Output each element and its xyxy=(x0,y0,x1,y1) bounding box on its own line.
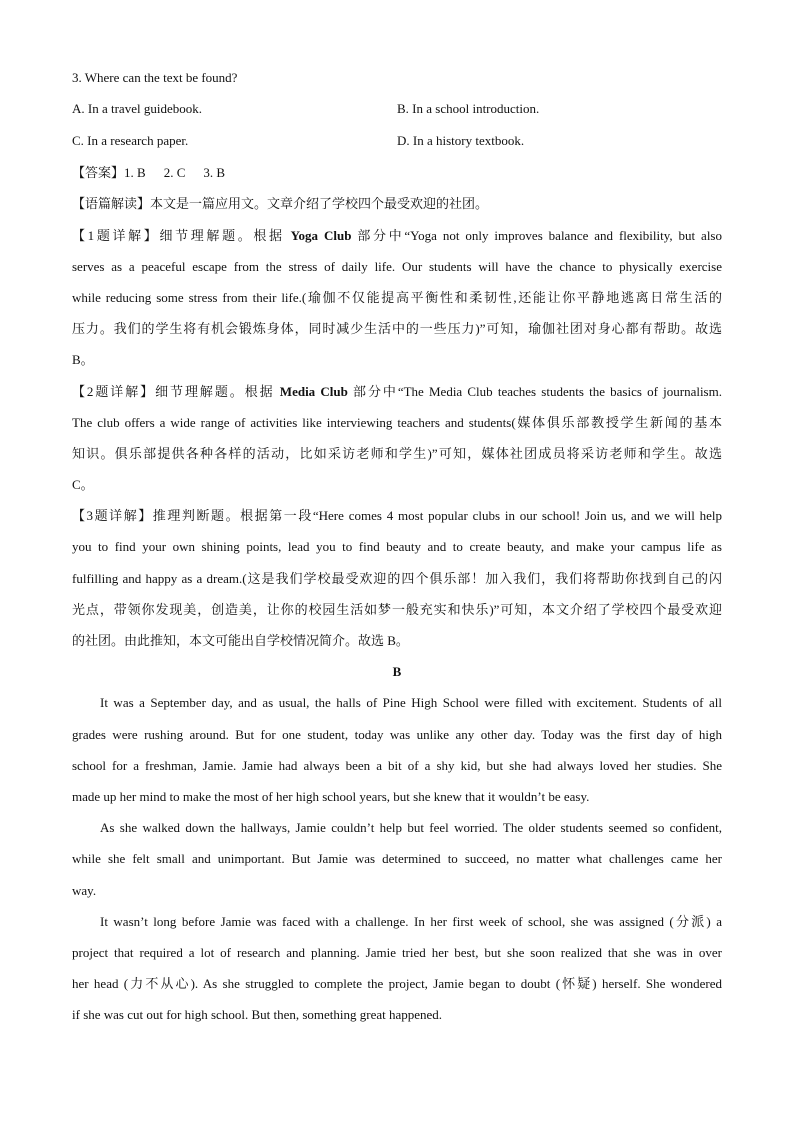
paragraph-3 xyxy=(72,906,722,1031)
option-b: B. In a school introduction. xyxy=(397,101,540,117)
options-row-1 xyxy=(72,93,722,125)
document-page xyxy=(72,62,722,1030)
answer-key xyxy=(72,157,722,188)
q3-line-2: you to find your own shining points, lead you to find beauty and to create beauty, and make your campus life as xyxy=(72,539,722,555)
option-a: A. In a travel guidebook. xyxy=(72,101,202,117)
paragraph-1 xyxy=(72,687,722,812)
q1-line-1-rest: 部分中“Yoga not only improves balance and flexibility, but also xyxy=(351,227,722,243)
q2-line-1-rest: 部分中“The Media Club teaches students the basics of journalism. xyxy=(347,383,722,399)
question-stem: 3. Where can the text be found? xyxy=(72,70,238,85)
p3-line-4: if she was cut out for high school. But then, something great happened. xyxy=(72,1007,443,1023)
p2-line-3: way. xyxy=(72,882,97,898)
q2-line-1 xyxy=(72,376,722,407)
q2-explanation xyxy=(72,376,722,501)
q3-line-1: 【3题详解】推理判断题。根据第一段“Here comes 4 most popular clubs in our school! Join us, and we will help xyxy=(72,508,722,524)
q3-line-4: 光点，带领你发现美，创造美，让你的校园生活如梦一般充实和快乐)”可知，本文介绍了学校四个最受欢迎 xyxy=(72,601,722,617)
q3-line-5: 的社团。由此推知，本文可能出自学校情况简介。故选 B。 xyxy=(72,633,409,648)
answer-1: 1. B xyxy=(124,165,146,181)
q1-line-4: 压力。我们的学生将有机会锻炼身体，同时减少生活中的一些压力)”可知，瑜伽社团对身心都有帮助。故选 xyxy=(72,321,722,337)
paragraph-2 xyxy=(72,812,722,906)
q3-line-3: fulfilling and happy as a dream.(这是我们学校最受欢迎的四个俱乐部！加入我们，我们将帮助你找到自己的闪 xyxy=(72,570,722,586)
q1-line-5: B。 xyxy=(72,352,94,368)
answer-2: 2. C xyxy=(163,165,186,181)
section-heading: B xyxy=(392,664,402,680)
passage-overview: 【语篇解读】本文是一篇应用文。文章介绍了学校四个最受欢迎的社团。 xyxy=(72,196,489,212)
p3-line-1: It wasn’t long before Jamie was faced with a challenge. In her first week of school, she was assigned (分派) a xyxy=(100,913,722,929)
q2-lead: 【2题详解】细节理解题。根据 xyxy=(72,383,280,399)
options-row-2 xyxy=(72,125,722,157)
q2-club-name: Media Club xyxy=(279,383,348,399)
q1-explanation xyxy=(72,220,722,376)
q1-line-3: while reducing some stress from their life.(瑜伽不仅能提高平衡性和柔韧性,还能让你平静地逃离日常生活的 xyxy=(72,289,722,305)
p2-line-2: while she felt small and unimportant. But Jamie was determined to succeed, no matter what challenges came her xyxy=(72,851,722,867)
q1-line-1 xyxy=(72,220,722,251)
q3-explanation xyxy=(72,500,722,656)
q1-line-2: serves as a peaceful escape from the stress of daily life. Our students will have the chance to physically exercise xyxy=(72,258,722,274)
q1-lead: 【1题详解】细节理解题。根据 xyxy=(72,227,291,243)
p2-line-1: As she walked down the hallways, Jamie couldn’t help but feel worried. The older students seemed so confident, xyxy=(100,820,722,836)
p1-line-2: grades were rushing around. But for one student, today was unlike any other day. Today was the first day of high xyxy=(72,726,722,742)
option-c: C. In a research paper. xyxy=(72,133,189,149)
answer-label: 【答案】 xyxy=(72,165,125,181)
answer-3: 3. B xyxy=(203,165,226,181)
p3-line-3: her head (力不从心). As she struggled to complete the project, Jamie began to doubt (怀疑) herself. She wondered xyxy=(72,976,722,992)
p1-line-4: made up her mind to make the most of her high school years, but she knew that it wouldn’t be easy. xyxy=(72,788,590,804)
p1-line-1: It was a September day, and as usual, the halls of Pine High School were filled with excitement. Students of all xyxy=(100,695,722,711)
q2-line-4: C。 xyxy=(72,477,94,493)
q2-line-2: The club offers a wide range of activities like interviewing teachers and students(媒体俱乐部教授学生新闻的基本 xyxy=(72,414,722,430)
q1-club-name: Yoga Club xyxy=(290,227,352,243)
q2-line-3: 知识。俱乐部提供各种各样的活动，比如采访老师和学生)”可知，媒体社团成员将采访老师和学生。故选 xyxy=(72,445,722,461)
option-d: D. In a history textbook. xyxy=(397,133,525,149)
p1-line-3: school for a freshman, Jamie. Jamie had always been a bit of a shy kid, but she had always loved her studies. She xyxy=(72,757,722,773)
p3-line-2: project that required a lot of research and planning. Jamie tried her best, but she soon realized that she was in over xyxy=(72,944,722,960)
